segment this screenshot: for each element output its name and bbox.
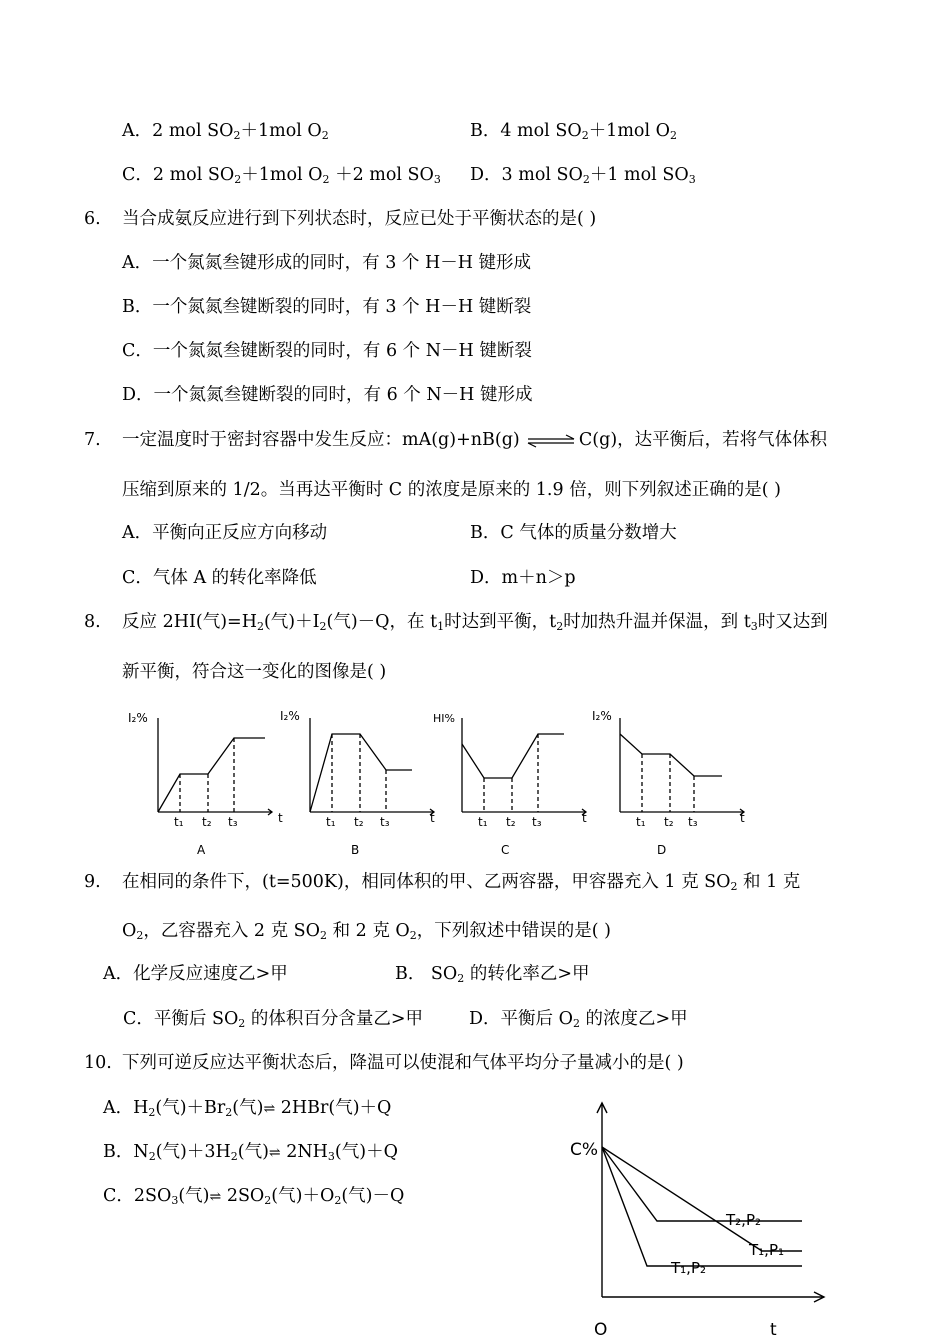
- graph-b-tick-3: t₃: [380, 815, 390, 829]
- reversible-arrow-icon: ⇌: [263, 1101, 276, 1117]
- q9-option-d: D．平衡后 $O_2$ 的浓度乙>甲: [469, 1009, 688, 1030]
- q5-option-b: B．4 mol $SO_2+1mol$ $O_2$: [470, 121, 677, 142]
- graph-a: [158, 718, 272, 815]
- equilibrium-arrow-icon: [525, 434, 577, 448]
- q5-option-c: C．2 mol $SO_2+1mol$ $O_2 +2$ mol $SO_3$: [122, 165, 441, 186]
- graph-d: [620, 718, 744, 815]
- graph-b-axis: t: [430, 811, 435, 825]
- q6-option-c: C．一个氮氮叁键断裂的同时，有 6 个 N－H 键断裂: [122, 341, 532, 361]
- q7-option-a: A．平衡向正反应方向移动: [122, 523, 328, 543]
- graph-d-tick-1: t₁: [636, 815, 646, 829]
- graph-b-tick-1: t₁: [326, 815, 336, 829]
- curve-label-t1p2: T₁,P₂: [671, 1259, 707, 1277]
- graph-a-axis: t: [278, 811, 283, 825]
- graph-b-ylabel: I₂%: [280, 709, 300, 723]
- q5-option-a: A．2 mol $SO_2+1mol$ $O_2$: [122, 121, 329, 142]
- q8-stem-line2: 新平衡，符合这一变化的图像是( ): [122, 662, 387, 682]
- graph-c-ylabel: HI%: [433, 712, 455, 725]
- q9-option-a: A．化学反应速度乙>甲: [103, 964, 288, 984]
- graph-d-tick-2: t₂: [664, 815, 674, 829]
- q6-number: 6.: [84, 209, 101, 229]
- curve-label-t2p2: T₂,P₂: [726, 1211, 762, 1229]
- graph-a-tick-3: t₃: [228, 815, 238, 829]
- reversible-arrow-icon: ⇌: [268, 1145, 281, 1161]
- graph-a-caption: A: [197, 843, 206, 857]
- graph-c-tick-2: t₂: [506, 815, 516, 829]
- graph-d-ylabel: I₂%: [592, 709, 612, 723]
- graph-c: [462, 718, 586, 815]
- q10-graph-ylabel: C%: [570, 1140, 599, 1160]
- q9-stem-line1: 在相同的条件下，(t=500K)，相同体积的甲、乙两容器，甲容器充入 1 克 $SO_2$ 和 1 克: [122, 872, 801, 893]
- graph-d-tick-3: t₃: [688, 815, 698, 829]
- q9-number: 9.: [84, 872, 101, 892]
- curve-t1p1: [602, 1147, 802, 1251]
- q10-option-a: A．$H_2$(气)$+Br_2$(气)⇌ 2HBr(气)＋Q: [103, 1098, 392, 1119]
- q6-option-d: D．一个氮氮叁键断裂的同时，有 6 个 N－H 键形成: [122, 385, 533, 405]
- q8-graphs: [120, 700, 760, 860]
- graph-a-tick-2: t₂: [202, 815, 212, 829]
- q7-number: 7.: [84, 430, 101, 450]
- q7-option-c: C．气体 A 的转化率降低: [122, 568, 317, 588]
- curve-t2p2: [602, 1147, 802, 1221]
- q7-stem-line2: 压缩到原来的 1/2。当再达平衡时 C 的浓度是原来的 1.9 倍，则下列叙述正确的是( ): [122, 480, 781, 500]
- q8-stem-line1: 反应 2HI(气)$=H_2$(气)$+I_2$(气)－Q，在 $t_1$时达到平衡，$t_2$时加热升温并保温，到 $t_3$时又达到: [122, 612, 828, 633]
- q6-option-a: A．一个氮氮叁键形成的同时，有 3 个 H－H 键形成: [122, 253, 532, 273]
- q10-graph: [562, 1097, 852, 1342]
- graph-a-ylabel: I₂%: [128, 711, 148, 725]
- graph-c-tick-3: t₃: [532, 815, 542, 829]
- q7-stem-line1: 一定温度时于密封容器中发生反应：mA(g)+nB(g) C(g)，达平衡后，若将气体体积: [122, 430, 828, 450]
- q7-option-b: B．C 气体的质量分数增大: [470, 523, 677, 543]
- reversible-arrow-icon: ⇌: [209, 1189, 222, 1205]
- q10-graph-xlabel: t: [770, 1320, 777, 1340]
- graph-d-axis: t: [740, 811, 745, 825]
- q10-graph-origin: O: [594, 1320, 608, 1340]
- q10-option-b: B．$N_2$(气)$+3H_2$(气)⇌ $2NH_3$(气)＋Q: [103, 1142, 398, 1163]
- graph-b-tick-2: t₂: [354, 815, 364, 829]
- q8-number: 8.: [84, 612, 101, 632]
- q6-option-b: B．一个氮氮叁键断裂的同时，有 3 个 H－H 键断裂: [122, 297, 532, 317]
- q10-stem: 下列可逆反应达平衡状态后，降温可以使混和气体平均分子量减小的是( ): [122, 1053, 684, 1073]
- graph-b: [310, 718, 434, 815]
- q10-option-c: C．$2SO_3$(气)⇌ $2SO_2$(气)$+O_2$(气)－Q: [103, 1186, 405, 1207]
- graph-c-tick-1: t₁: [478, 815, 488, 829]
- graph-d-caption: D: [657, 843, 667, 857]
- q7-option-d: D．m＋n＞p: [470, 568, 576, 588]
- graph-b-caption: B: [351, 843, 360, 857]
- q5-option-d: D．3 mol $SO_2+1$ mol $SO_3$: [470, 165, 696, 186]
- graph-a-tick-1: t₁: [174, 815, 184, 829]
- q6-stem: 当合成氨反应进行到下列状态时，反应已处于平衡状态的是( ): [122, 209, 597, 229]
- graph-c-caption: C: [501, 843, 510, 857]
- curve-label-t1p1: T₁,P₁: [749, 1241, 785, 1259]
- graph-c-axis: t: [582, 811, 587, 825]
- q9-stem-line2: $O_2$，乙容器充入 2 克 $SO_2$ 和 2 克 $O_2$，下列叙述中错误的是( ): [122, 921, 611, 942]
- q9-option-b: B． $SO_2$ 的转化率乙>甲: [395, 964, 590, 985]
- q10-number: 10.: [84, 1053, 112, 1073]
- q9-option-c: C．平衡后 $SO_2$ 的体积百分含量乙>甲: [123, 1009, 424, 1030]
